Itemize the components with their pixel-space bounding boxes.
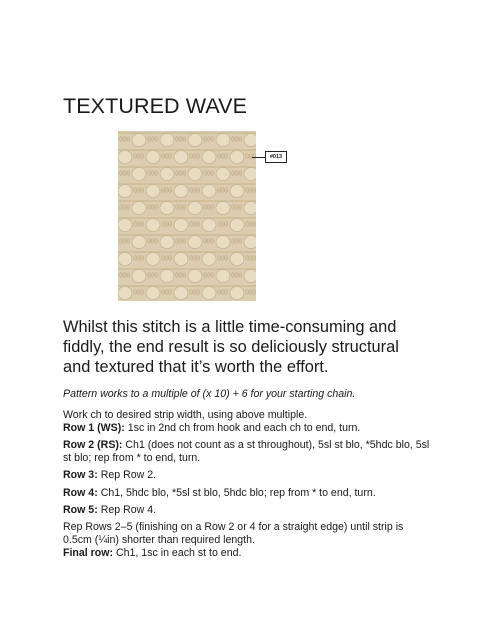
row-5-text: Rep Row 4. [100, 503, 157, 516]
pattern-title: TEXTURED WAVE [63, 94, 248, 118]
row-5 [63, 504, 433, 517]
row-3 [63, 469, 433, 482]
row-2-label: Row 2 (RS): [63, 439, 123, 452]
row-5-label: Row 5: [63, 503, 98, 516]
multiple-note: Pattern works to a multiple of (x 10) + 6 for your starting chain. [63, 388, 356, 400]
row-1 [63, 422, 433, 435]
callout-line [252, 157, 265, 158]
final-row-label: Final row: [63, 546, 114, 559]
final-row [63, 547, 433, 560]
row-3-text: Rep Row 2. [100, 469, 157, 482]
row-2-text: Ch1 (does not count as a st throughout), 5sl st blo, *5hdc blo, 5sl st blo; rep from * to end, turn. [63, 439, 430, 465]
setup-line: Work ch to desired strip width, using above multiple. [63, 409, 308, 421]
row-4 [63, 487, 433, 500]
swatch-number-tag: #013 [265, 151, 287, 163]
row-2 [63, 439, 433, 465]
row-1-text: 1sc in 2nd ch from hook and each ch to end, turn. [127, 422, 361, 434]
row-3-label: Row 3: [63, 469, 98, 482]
pattern-instructions [63, 388, 433, 564]
swatch-photo [118, 131, 256, 301]
repeat-line: Rep Rows 2–5 (finishing on a Row 2 or 4 for a straight edge) until strip is 0.5cm (¼in) shorter than required length. [63, 520, 404, 546]
row-4-text: Ch1, 5hdc blo, *5sl st blo, 5hdc blo; rep from * to end, turn. [100, 486, 376, 499]
intro-paragraph: Whilst this stitch is a little time-consuming and fiddly, the end result is so deliciously structural and textured that it’s worth the effort. [63, 318, 399, 376]
row-1-label: Row 1 (WS): [63, 422, 125, 434]
final-row-text: Ch1, 1sc in each st to end. [115, 546, 242, 559]
row-4-label: Row 4: [63, 486, 98, 499]
